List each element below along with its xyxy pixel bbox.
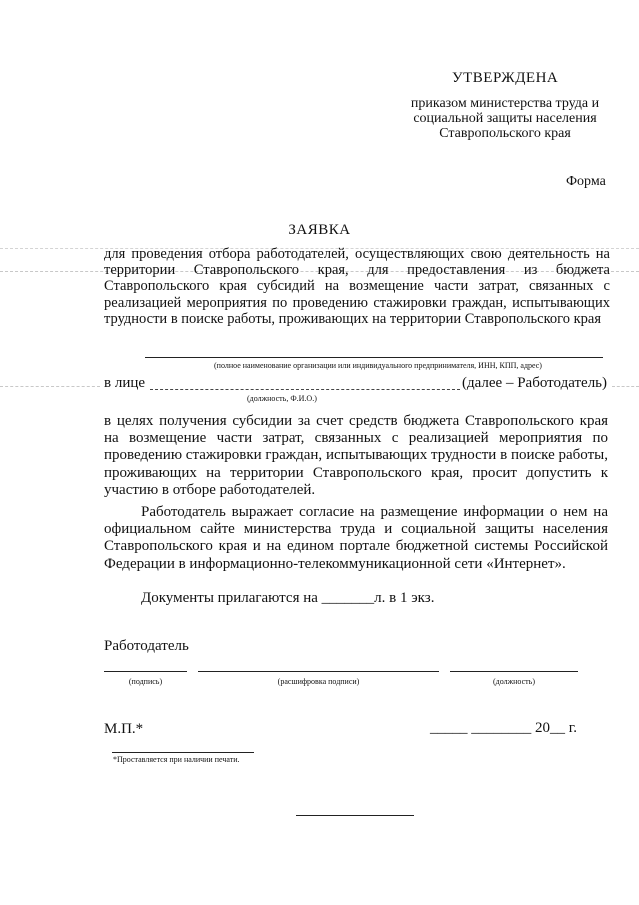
stamp-footnote: *Проставляется при наличии печати. xyxy=(113,755,240,764)
signature-title: Работодатель xyxy=(104,638,189,654)
signature-caption: (подпись) xyxy=(128,677,163,686)
representative-field[interactable] xyxy=(150,389,460,390)
approval-order xyxy=(395,96,615,141)
position-field[interactable] xyxy=(450,671,578,672)
signature-decode-field[interactable] xyxy=(198,671,439,672)
organization-caption: (полное наименование организации или индивидуального предпринимателя, ИНН, КПП, адрес) xyxy=(214,361,542,370)
organization-name-field[interactable] xyxy=(145,357,603,358)
position-caption: (должность) xyxy=(493,677,535,686)
documents-count-field[interactable]: _______ xyxy=(321,590,375,606)
paragraph-consent: Работодатель выражает согласие на размещение информации о нем на официальном сайте министерства труда и социальной защиты населения Ставропольского края и на едином портале бюджетной системы Российской Федерации в информационно-телекоммуникационной сети «Интернет». xyxy=(104,504,608,572)
signature-decode-caption: (расшифровка подписи) xyxy=(277,677,360,686)
representative-caption: (должность, Ф.И.О.) xyxy=(247,394,317,403)
representative-suffix: (далее – Работодатель) xyxy=(462,375,608,391)
date-day-month-field[interactable]: _____ ________ xyxy=(430,720,532,736)
document-title: ЗАЯВКА xyxy=(288,222,351,238)
application-subject: для проведения отбора работодателей, осуществляющих свою деятельность на территории Ставропольского края, для предоставления из бюджета Ставропольского края субсидий на возмещение части затрат, связанных с реализацией мероприятия по проведению стажировки граждан, испытывающих трудности в поиске работы, проживающих на территории Ставропольского края xyxy=(104,246,610,327)
approval-order-line: приказом министерства труда и xyxy=(410,96,600,111)
representative-prefix: в лице xyxy=(104,375,146,391)
stamp-label: М.П.* xyxy=(104,721,144,737)
date-year-suffix: г. xyxy=(568,720,577,736)
scan-artifact-line xyxy=(0,386,100,387)
documents-line xyxy=(141,590,434,607)
scan-artifact-line xyxy=(612,386,639,387)
signature-field[interactable] xyxy=(104,671,187,672)
documents-suffix: л. в 1 экз. xyxy=(374,590,435,606)
approval-order-line: социальной защиты населения xyxy=(413,111,597,126)
documents-prefix: Документы прилагаются на xyxy=(141,590,318,606)
footnote-divider xyxy=(112,752,254,753)
date-year-prefix: 20 xyxy=(535,720,550,736)
paragraph-request: в целях получения субсидии за счет средств бюджета Ставропольского края на возмещение части затрат, связанных с реализацией мероприятия по проведению стажировки граждан, испытывающих трудности в поиске работы, проживающих на территории Ставропольского края, просит допустить к участию в отборе работодателей. xyxy=(104,413,608,498)
date-line xyxy=(430,720,577,737)
approval-title: УТВЕРЖДЕНА xyxy=(452,70,559,86)
form-label: Форма xyxy=(566,174,606,189)
closing-line xyxy=(296,815,414,816)
date-year-field[interactable]: __ xyxy=(550,720,565,736)
approval-order-line: Ставропольского края xyxy=(439,126,571,141)
